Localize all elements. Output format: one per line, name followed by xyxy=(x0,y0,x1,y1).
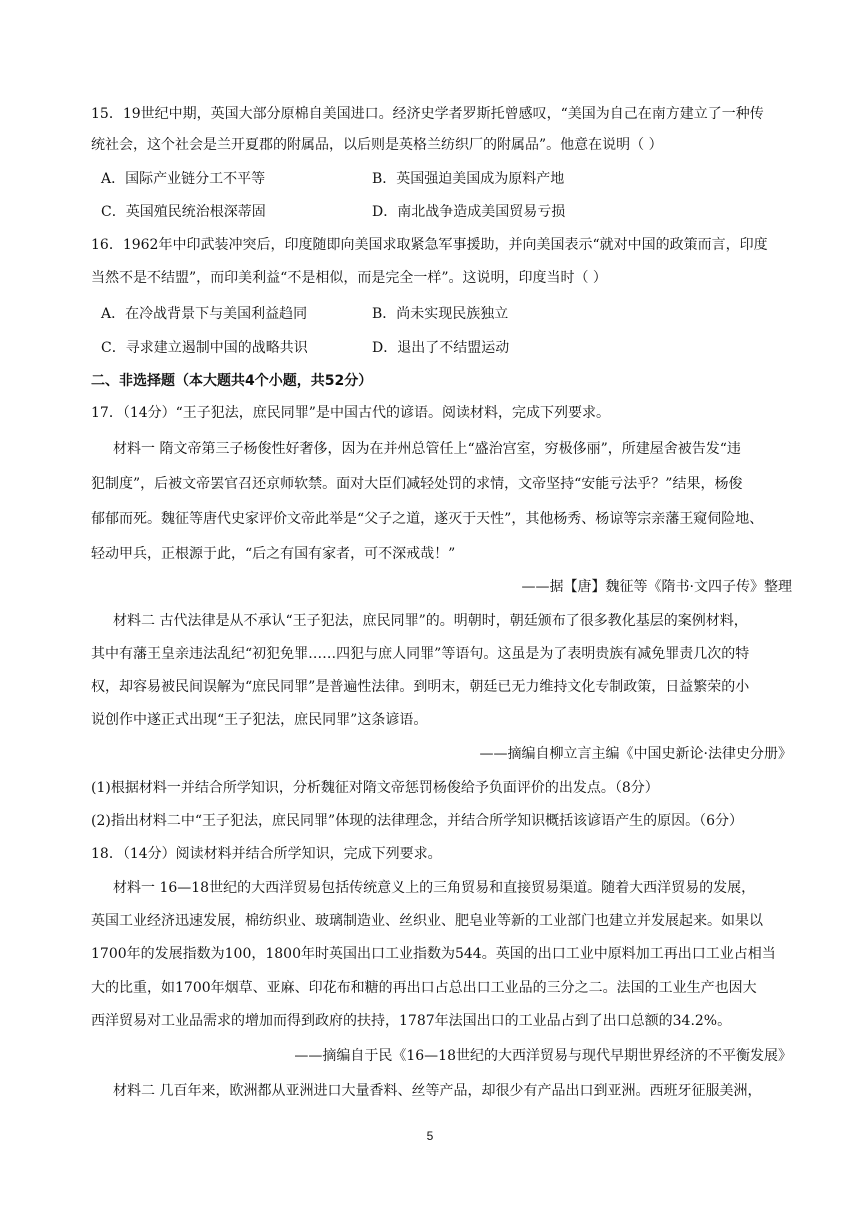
q18-material1-line-5: 西洋贸易对工业品需求的增加而得到政府的扶持，1787年法国出口的工业品占到了出口总额的34.2%。 xyxy=(91,1013,732,1029)
q17-material1-source: ——据【唐】魏征等《隋书·文四子传》整理 xyxy=(521,579,792,595)
q16-option-c: C．寻求建立遏制中国的战略共识 xyxy=(101,340,308,356)
q17-material2-line-1: 材料二 古代法律是从不承认“王子犯法，庶民同罪”的。明朝时，朝廷颁布了很多教化基层的案例材料， xyxy=(113,613,748,629)
q16-option-d: D．退出了不结盟运动 xyxy=(372,340,510,356)
q17-material2-line-2: 其中有藩王皇亲违法乱纪“初犯免罪……四犯与庶人同罪”等语句。这虽是为了表明贵族有减免罪责几次的特 xyxy=(91,646,750,662)
q18-material1-line-3: 1700年的发展指数为100，1800年时英国出口工业指数为544。英国的出口工业中原料加工再出口工业占相当 xyxy=(91,946,776,962)
q15-option-b: B．英国强迫美国成为原料产地 xyxy=(372,171,565,187)
q15-stem-line-1: 15．19世纪中期，英国大部分原棉自美国进口。经济史学者罗斯托曾感叹，“美国为自己在南方建立了一种传 xyxy=(91,106,764,122)
q17-question-2: (2)指出材料二中“王子犯法，庶民同罪”体现的法律理念，并结合所学知识概括该谚语产生的原因。（6分） xyxy=(91,813,744,829)
q18-material2-line-1: 材料二 几百年来，欧洲都从亚洲进口大量香料、丝等产品，却很少有产品出口到亚洲。西班牙征服美洲， xyxy=(113,1083,762,1099)
q17-material2-source: ——摘编自柳立言主编《中国史新论·法律史分册》 xyxy=(479,746,792,762)
q15-option-c: C．英国殖民统治根深蒂固 xyxy=(101,204,266,220)
q16-stem-line-1: 16．1962年中印武装冲突后，印度随即向美国求取紧急军事援助，并向美国表示“就对中国的政策而言，印度 xyxy=(91,237,768,253)
q15-stem-line-2: 统社会，这个社会是兰开夏郡的附属品，以后则是英格兰纺织厂的附属品”。他意在说明（ ） xyxy=(91,137,663,153)
q17-material2-line-3: 权，却容易被民间误解为“庶民同罪”是普遍性法律。到明末，朝廷已无力维持文化专制政策，日益繁荣的小 xyxy=(91,679,750,695)
section-title: 二、非选择题（本大题共4个小题，共52分） xyxy=(91,373,373,389)
q17-material1-line-4: 轻动甲兵，正根源于此，“后之有国有家者，可不深戒哉！” xyxy=(91,546,456,562)
q18-stem: 18．（14分）阅读材料并结合所学知识，完成下列要求。 xyxy=(91,846,442,862)
q15-option-a: A．国际产业链分工不平等 xyxy=(101,171,266,187)
q17-question-1: (1)根据材料一并结合所学知识，分析魏征对隋文帝惩罚杨俊给予负面评价的出发点。（8分） xyxy=(91,780,659,796)
q17-material1-line-3: 郁郁而死。魏征等唐代史家评价文帝此举是“父子之道，遂灭于天性”，其他杨秀、杨谅等宗亲藩王窥伺险地、 xyxy=(91,511,764,527)
q17-stem: 17．（14分）“王子犯法，庶民同罪”是中国古代的谚语。阅读材料，完成下列要求。 xyxy=(91,405,610,421)
q17-material1-line-2: 犯制度”，后被文帝罢官召还京师软禁。面对大臣们减轻处罚的求情，文帝坚持“安能亏法乎？”结果，杨俊 xyxy=(91,476,743,492)
q17-material1-line-1: 材料一 隋文帝第三子杨俊性好奢侈，因为在并州总管任上“盛治宫室，穷极侈丽”，所建屋舍被告发“违 xyxy=(113,441,741,457)
page-number: 5 xyxy=(426,1129,434,1143)
q16-option-a: A．在冷战背景下与美国利益趋同 xyxy=(101,306,308,322)
q16-option-b: B．尚未实现民族独立 xyxy=(372,306,509,322)
q18-material1-source: ——摘编自于民《16—18世纪的大西洋贸易与现代早期世界经济的不平衡发展》 xyxy=(294,1048,792,1064)
q16-stem-line-2: 当然不是不结盟”，而印美利益“不是相似，而是完全一样”。这说明，印度当时（ ） xyxy=(91,270,607,286)
q17-material2-line-4: 说创作中遂正式出现“王子犯法，庶民同罪”这条谚语。 xyxy=(91,712,428,728)
q15-option-d: D．南北战争造成美国贸易亏损 xyxy=(372,204,566,220)
q18-material1-line-1: 材料一 16—18世纪的大西洋贸易包括传统意义上的三角贸易和直接贸易渠道。随着大西洋贸易的发展， xyxy=(113,880,756,896)
q18-material1-line-2: 英国工业经济迅速发展，棉纺织业、玻璃制造业、丝织业、肥皂业等新的工业部门也建立并发展起来。如果以 xyxy=(91,913,763,929)
q18-material1-line-4: 大的比重，如1700年烟草、亚麻、印花布和糖的再出口占总出口工业品的三分之二。法国的工业生产也因大 xyxy=(91,980,757,996)
